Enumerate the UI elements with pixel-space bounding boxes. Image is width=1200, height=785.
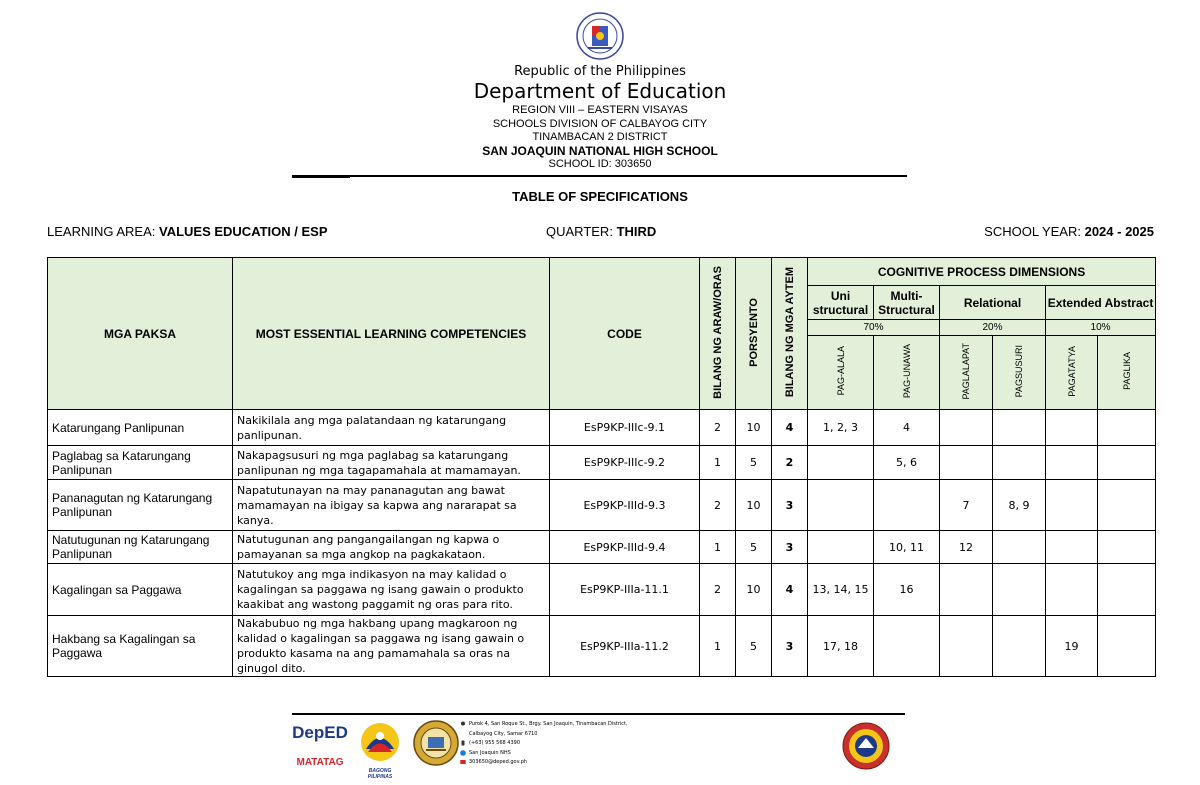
cell-code: EsP9KP-IIIa-11.2 xyxy=(550,616,700,677)
header-items-label: BILANG NG MGA AYTEM xyxy=(783,266,796,398)
matatag-wordmark: MATATAG xyxy=(296,757,344,768)
cell-pag-alala xyxy=(808,480,874,531)
cell-pag-unawa xyxy=(874,480,940,531)
contact-email-text: 303650@deped.gov.ph xyxy=(469,759,528,765)
bagong-wordmark: BAGONG PILIPINAS xyxy=(367,768,393,780)
cell-paglalapat xyxy=(940,410,993,446)
cell-competency: Natutugunan ang pangangailangan ng kapwa o pamayanan sa mga angkop na pagkakataon. xyxy=(233,531,550,564)
cell-pagsusuri xyxy=(993,531,1046,564)
table-row xyxy=(48,564,1156,616)
deped-wordmark: DepED xyxy=(292,723,348,742)
table-row xyxy=(48,446,1156,480)
cell-items: 3 xyxy=(772,531,808,564)
header-uni: Uni structural xyxy=(808,286,874,320)
contact-address-text: Purok 4, San Roque St., Brgy. San Joaquin, Tinambacan District, Calbayog City, Samar 6710 xyxy=(469,721,628,737)
cell-days: 1 xyxy=(700,446,736,480)
header-pag-alala-label: PAG-ALALA xyxy=(835,346,846,396)
header-paglalapat xyxy=(940,336,993,410)
header-pag-unawa-label: PAG-UNAWA xyxy=(901,343,912,399)
cell-topic: Kagalingan sa Paggawa xyxy=(48,564,233,616)
cell-days: 2 xyxy=(700,480,736,531)
school-year xyxy=(984,224,1154,239)
contact-facebook xyxy=(460,749,639,759)
page-title: TABLE OF SPECIFICATIONS xyxy=(512,189,688,204)
cell-paglalapat xyxy=(940,446,993,480)
cell-pag-unawa: 4 xyxy=(874,410,940,446)
division-seal-logo xyxy=(842,722,890,770)
cell-paglikha xyxy=(1098,531,1156,564)
cell-paglalapat: 7 xyxy=(940,480,993,531)
cell-paglikha xyxy=(1098,446,1156,480)
header-pagsusuri xyxy=(993,336,1046,410)
cell-code: EsP9KP-IIIc-9.2 xyxy=(550,446,700,480)
header-topics: MGA PAKSA xyxy=(48,258,233,410)
cell-pagsusuri: 8, 9 xyxy=(993,480,1046,531)
cell-pag-alala xyxy=(808,446,874,480)
cell-pagsusuri xyxy=(993,446,1046,480)
specifications-table xyxy=(47,257,1156,677)
cell-topic: Paglabag sa Katarungang Panlipunan xyxy=(48,446,233,480)
phone-icon xyxy=(460,740,466,746)
cell-pagsusuri xyxy=(993,410,1046,446)
header-pagtataya-label: PAGATATYA xyxy=(1066,345,1077,397)
header-pct-70: 70% xyxy=(808,320,940,336)
cell-code: EsP9KP-IIId-9.3 xyxy=(550,480,700,531)
school-logo xyxy=(413,718,459,768)
cell-percent: 10 xyxy=(736,564,772,616)
cell-pag-alala: 13, 14, 15 xyxy=(808,564,874,616)
cell-days: 1 xyxy=(700,616,736,677)
header-paglikha xyxy=(1098,336,1156,410)
header-competencies: MOST ESSENTIAL LEARNING COMPETENCIES xyxy=(233,258,550,410)
cell-days: 1 xyxy=(700,531,736,564)
cell-competency: Nakabubuo ng mga hakbang upang magkaroon ng kalidad o kagalingan sa paggawa ng isang gawain o produkto kasama na ang pamamahala sa oras na ginugol dito. xyxy=(233,616,550,677)
cell-pag-alala: 17, 18 xyxy=(808,616,874,677)
cell-pag-unawa: 10, 11 xyxy=(874,531,940,564)
header-days-label: BILANG NG ARAW/ORAS xyxy=(711,265,724,399)
header-paglalapat-label: PAGLALAPAT xyxy=(961,342,971,400)
header-percent-label: PORSYENTO xyxy=(747,297,760,367)
header-pct-20: 20% xyxy=(940,320,1046,336)
cell-items: 2 xyxy=(772,446,808,480)
header-paglikha-label: PAGLIKA xyxy=(1121,352,1132,390)
header-cognitive: COGNITIVE PROCESS DIMENSIONS xyxy=(808,258,1156,286)
header-items xyxy=(772,258,808,410)
header-divider xyxy=(292,175,907,177)
cell-pagtataya xyxy=(1046,410,1098,446)
cell-paglikha xyxy=(1098,564,1156,616)
learning-area-value: VALUES EDUCATION / ESP xyxy=(158,224,328,239)
contact-info xyxy=(460,720,639,768)
header-pagsusuri-label: PAGSUSURI xyxy=(1014,344,1024,398)
cell-percent: 5 xyxy=(736,531,772,564)
learning-area-label: LEARNING AREA: xyxy=(47,224,159,239)
cell-pagtataya xyxy=(1046,564,1098,616)
cell-items: 3 xyxy=(772,480,808,531)
quarter-label: QUARTER: xyxy=(546,224,617,239)
cell-topic: Hakbang sa Kagalingan sa Paggawa xyxy=(48,616,233,677)
header-republic: Republic of the Philippines xyxy=(514,64,686,79)
cell-percent: 10 xyxy=(736,480,772,531)
cell-topic: Pananagutan ng Katarungang Panlipunan xyxy=(48,480,233,531)
bagong-pilipinas-emblem-icon xyxy=(356,721,404,763)
deped-seal-logo xyxy=(576,12,624,60)
cell-pagtataya xyxy=(1046,531,1098,564)
deped-matatag-logo xyxy=(292,723,348,773)
header-school-name: SAN JOAQUIN NATIONAL HIGH SCHOOL xyxy=(482,144,718,158)
cell-pag-unawa xyxy=(874,616,940,677)
cell-pag-unawa: 16 xyxy=(874,564,940,616)
cell-paglikha xyxy=(1098,410,1156,446)
cell-pagtataya xyxy=(1046,446,1098,480)
header-pag-alala xyxy=(808,336,874,410)
contact-phone xyxy=(460,739,639,749)
cell-paglikha xyxy=(1098,616,1156,677)
school-year-label: SCHOOL YEAR: xyxy=(984,224,1085,239)
cell-topic: Natutugunan ng Katarungang Panlipunan xyxy=(48,531,233,564)
cell-pagtataya: 19 xyxy=(1046,616,1098,677)
header-pag-unawa xyxy=(874,336,940,410)
cell-percent: 5 xyxy=(736,616,772,677)
header-multi: Multi-Structural xyxy=(874,286,940,320)
quarter-value: THIRD xyxy=(616,224,657,239)
header-percent xyxy=(736,258,772,410)
location-pin-icon xyxy=(460,721,466,727)
cell-paglikha xyxy=(1098,480,1156,531)
cell-items: 4 xyxy=(772,410,808,446)
contact-email xyxy=(460,758,639,768)
table-row xyxy=(48,531,1156,564)
header-department: Department of Education xyxy=(473,79,727,103)
cell-percent: 5 xyxy=(736,446,772,480)
cell-paglalapat xyxy=(940,564,993,616)
header-region: REGION VIII – EASTERN VISAYAS xyxy=(512,104,688,116)
cell-paglalapat xyxy=(940,616,993,677)
header-division: SCHOOLS DIVISION OF CALBAYOG CITY xyxy=(492,118,708,130)
table-row xyxy=(48,480,1156,531)
header-district: TINAMBACAN 2 DISTRICT xyxy=(532,131,668,143)
cell-code: EsP9KP-IIIa-11.1 xyxy=(550,564,700,616)
cell-pag-alala: 1, 2, 3 xyxy=(808,410,874,446)
header-pagtataya xyxy=(1046,336,1098,410)
cell-topic: Katarungang Panlipunan xyxy=(48,410,233,446)
learning-area xyxy=(47,224,328,239)
header-extended: Extended Abstract xyxy=(1046,286,1156,320)
cell-code: EsP9KP-IIId-9.4 xyxy=(550,531,700,564)
email-icon xyxy=(460,759,466,765)
cell-items: 4 xyxy=(772,564,808,616)
quarter xyxy=(546,224,656,239)
table-row xyxy=(48,410,1156,446)
cell-items: 3 xyxy=(772,616,808,677)
cell-pagtataya xyxy=(1046,480,1098,531)
cell-code: EsP9KP-IIIc-9.1 xyxy=(550,410,700,446)
cell-pagsusuri xyxy=(993,616,1046,677)
cell-competency: Nakapagsusuri ng mga paglabag sa katarungang panlipunan ng mga tagapamahala at mamamayan. xyxy=(233,446,550,480)
header-code: CODE xyxy=(550,258,700,410)
facebook-icon xyxy=(460,750,466,756)
table-row xyxy=(48,616,1156,677)
contact-address xyxy=(460,720,639,739)
header-relational: Relational xyxy=(940,286,1046,320)
header-school-id: SCHOOL ID: 303650 xyxy=(548,158,652,170)
cell-pag-unawa: 5, 6 xyxy=(874,446,940,480)
cell-competency: Napatutunayan na may pananagutan ang bawat mamamayan na ibigay sa kapwa ang nararapat sa kanya. xyxy=(233,480,550,531)
header-days xyxy=(700,258,736,410)
header-pct-10: 10% xyxy=(1046,320,1156,336)
cell-percent: 10 xyxy=(736,410,772,446)
cell-pag-alala xyxy=(808,531,874,564)
cell-pagsusuri xyxy=(993,564,1046,616)
cell-days: 2 xyxy=(700,410,736,446)
cell-competency: Natutukoy ang mga indikasyon na may kalidad o kagalingan sa paggawa ng isang gawain o produkto kaakibat ang wastong paggamit ng oras para rito. xyxy=(233,564,550,616)
cell-days: 2 xyxy=(700,564,736,616)
cell-competency: Nakikilala ang mga palatandaan ng katarungang panlipunan. xyxy=(233,410,550,446)
contact-facebook-text: San Joaquin NHS xyxy=(469,749,511,756)
contact-phone-text: (+63) 955 568 4390 xyxy=(469,740,521,746)
footer-divider xyxy=(292,713,905,715)
header-divider-accent xyxy=(292,175,350,178)
cell-paglalapat: 12 xyxy=(940,531,993,564)
school-year-value: 2024 - 2025 xyxy=(1084,224,1154,239)
bagong-pilipinas-logo xyxy=(356,721,404,780)
